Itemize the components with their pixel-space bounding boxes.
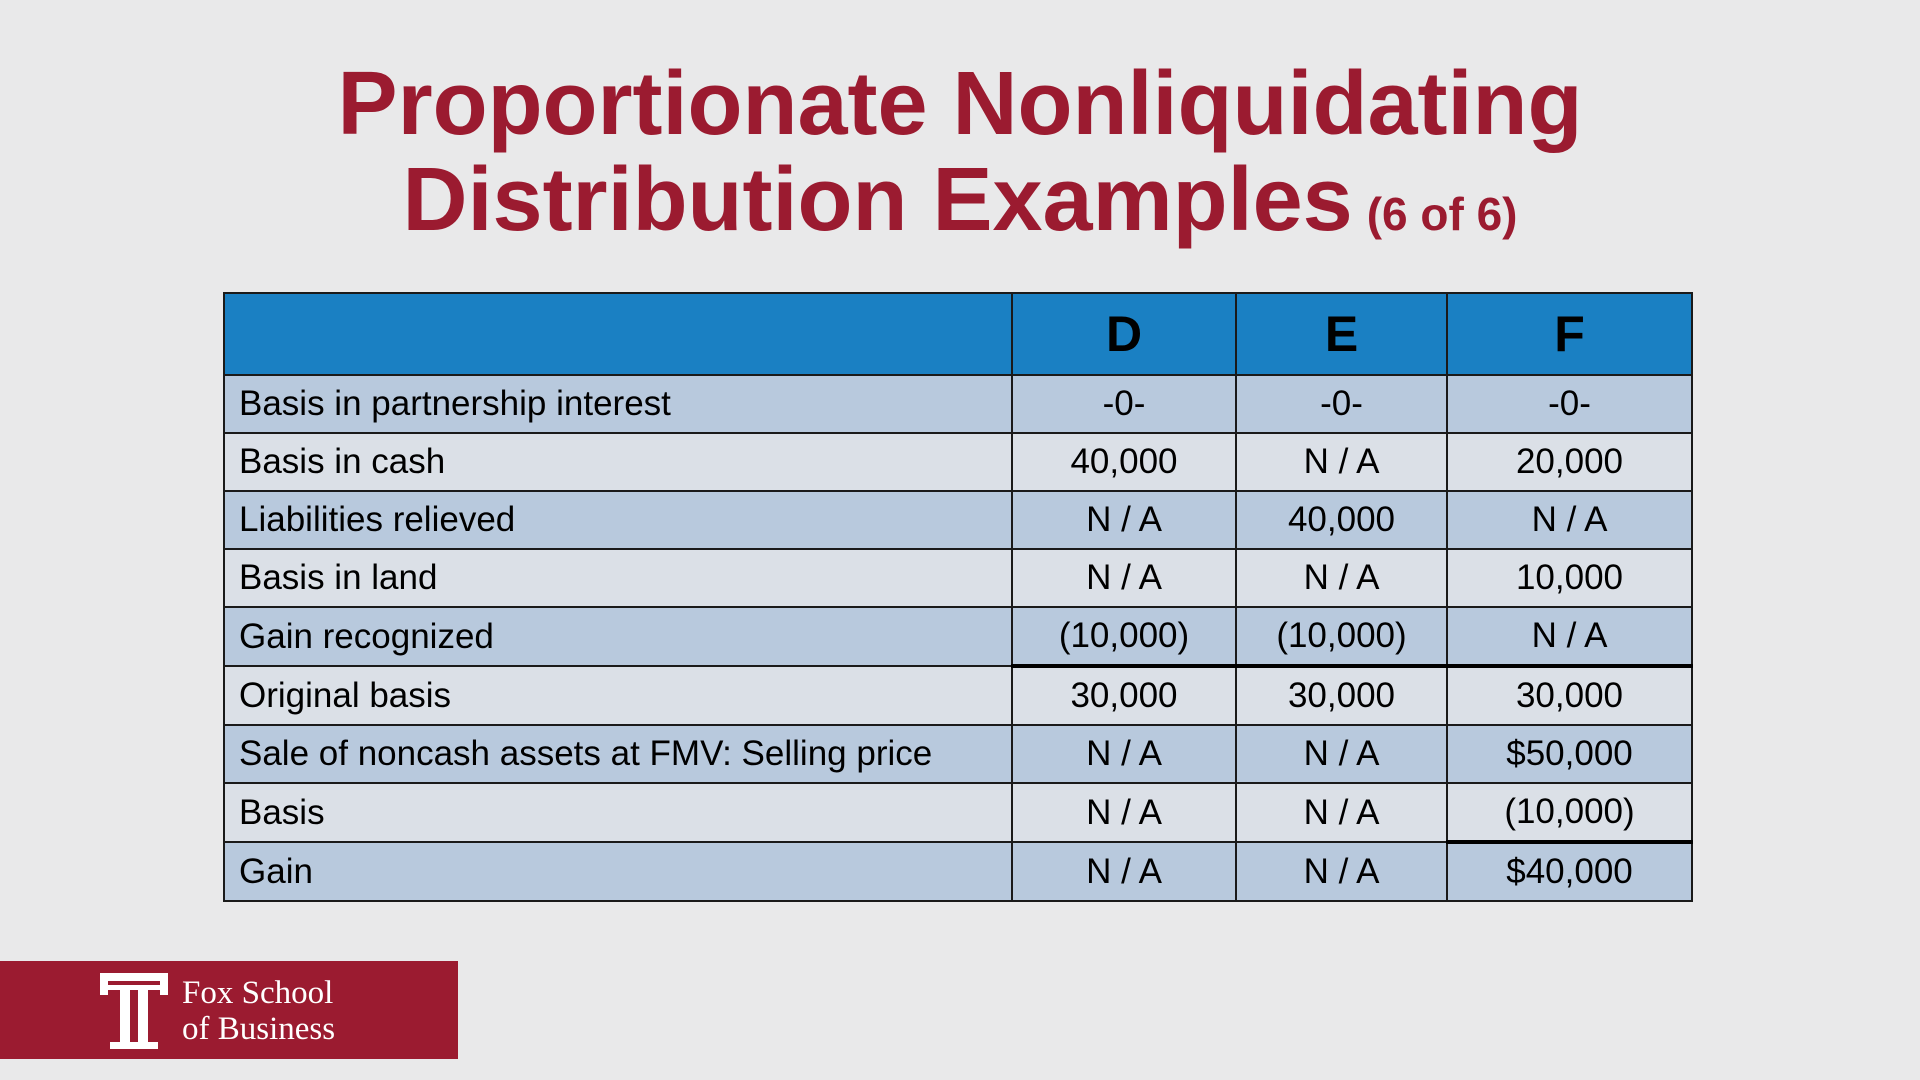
row-label: Basis in land (224, 549, 1012, 607)
cell-f: 30,000 (1447, 666, 1692, 725)
cell-d: N / A (1012, 725, 1236, 783)
header-blank (224, 293, 1012, 375)
cell-d: N / A (1012, 842, 1236, 901)
table-row (224, 549, 1692, 607)
header-f: F (1447, 293, 1692, 375)
cell-f: $40,000 (1447, 842, 1692, 901)
cell-f: N / A (1447, 491, 1692, 549)
cell-f: 10,000 (1447, 549, 1692, 607)
cell-e: N / A (1236, 433, 1447, 491)
title-line-2-text: Distribution Examples (402, 150, 1353, 250)
header-e: E (1236, 293, 1447, 375)
table-row (224, 842, 1692, 901)
cell-d: -0- (1012, 375, 1236, 433)
cell-f: $50,000 (1447, 725, 1692, 783)
table-row (224, 783, 1692, 842)
slide-counter: (6 of 6) (1366, 188, 1518, 240)
title-line-2 (0, 152, 1920, 262)
row-label: Liabilities relieved (224, 491, 1012, 549)
table-row (224, 433, 1692, 491)
table-header-row (224, 293, 1692, 375)
row-label: Original basis (224, 666, 1012, 725)
cell-d: N / A (1012, 491, 1236, 549)
distribution-table (223, 292, 1693, 902)
cell-f: (10,000) (1447, 783, 1692, 842)
cell-f: 20,000 (1447, 433, 1692, 491)
row-label: Basis in cash (224, 433, 1012, 491)
row-label: Sale of noncash assets at FMV: Selling price (224, 725, 1012, 783)
row-label: Basis in partnership interest (224, 375, 1012, 433)
temple-t-icon (98, 971, 170, 1051)
slide-title (0, 56, 1920, 262)
cell-d: 40,000 (1012, 433, 1236, 491)
table-row (224, 725, 1692, 783)
cell-e: N / A (1236, 549, 1447, 607)
cell-e: 40,000 (1236, 491, 1447, 549)
table-row (224, 375, 1692, 433)
cell-e: N / A (1236, 725, 1447, 783)
header-d: D (1012, 293, 1236, 375)
cell-e: N / A (1236, 842, 1447, 901)
table-row (224, 666, 1692, 725)
cell-f: N / A (1447, 607, 1692, 666)
fox-school-logo (0, 961, 458, 1059)
title-line-1: Proportionate Nonliquidating (337, 54, 1583, 154)
cell-d: 30,000 (1012, 666, 1236, 725)
cell-f: -0- (1447, 375, 1692, 433)
logo-text (182, 975, 335, 1047)
cell-d: N / A (1012, 549, 1236, 607)
cell-e: (10,000) (1236, 607, 1447, 666)
cell-e: 30,000 (1236, 666, 1447, 725)
cell-e: -0- (1236, 375, 1447, 433)
row-label: Gain (224, 842, 1012, 901)
row-label: Gain recognized (224, 607, 1012, 666)
table-row (224, 607, 1692, 666)
logo-line-2: of Business (182, 1011, 336, 1047)
row-label: Basis (224, 783, 1012, 842)
cell-d: N / A (1012, 783, 1236, 842)
logo-line-1: Fox School (182, 975, 334, 1011)
cell-d: (10,000) (1012, 607, 1236, 666)
cell-e: N / A (1236, 783, 1447, 842)
table-row (224, 491, 1692, 549)
